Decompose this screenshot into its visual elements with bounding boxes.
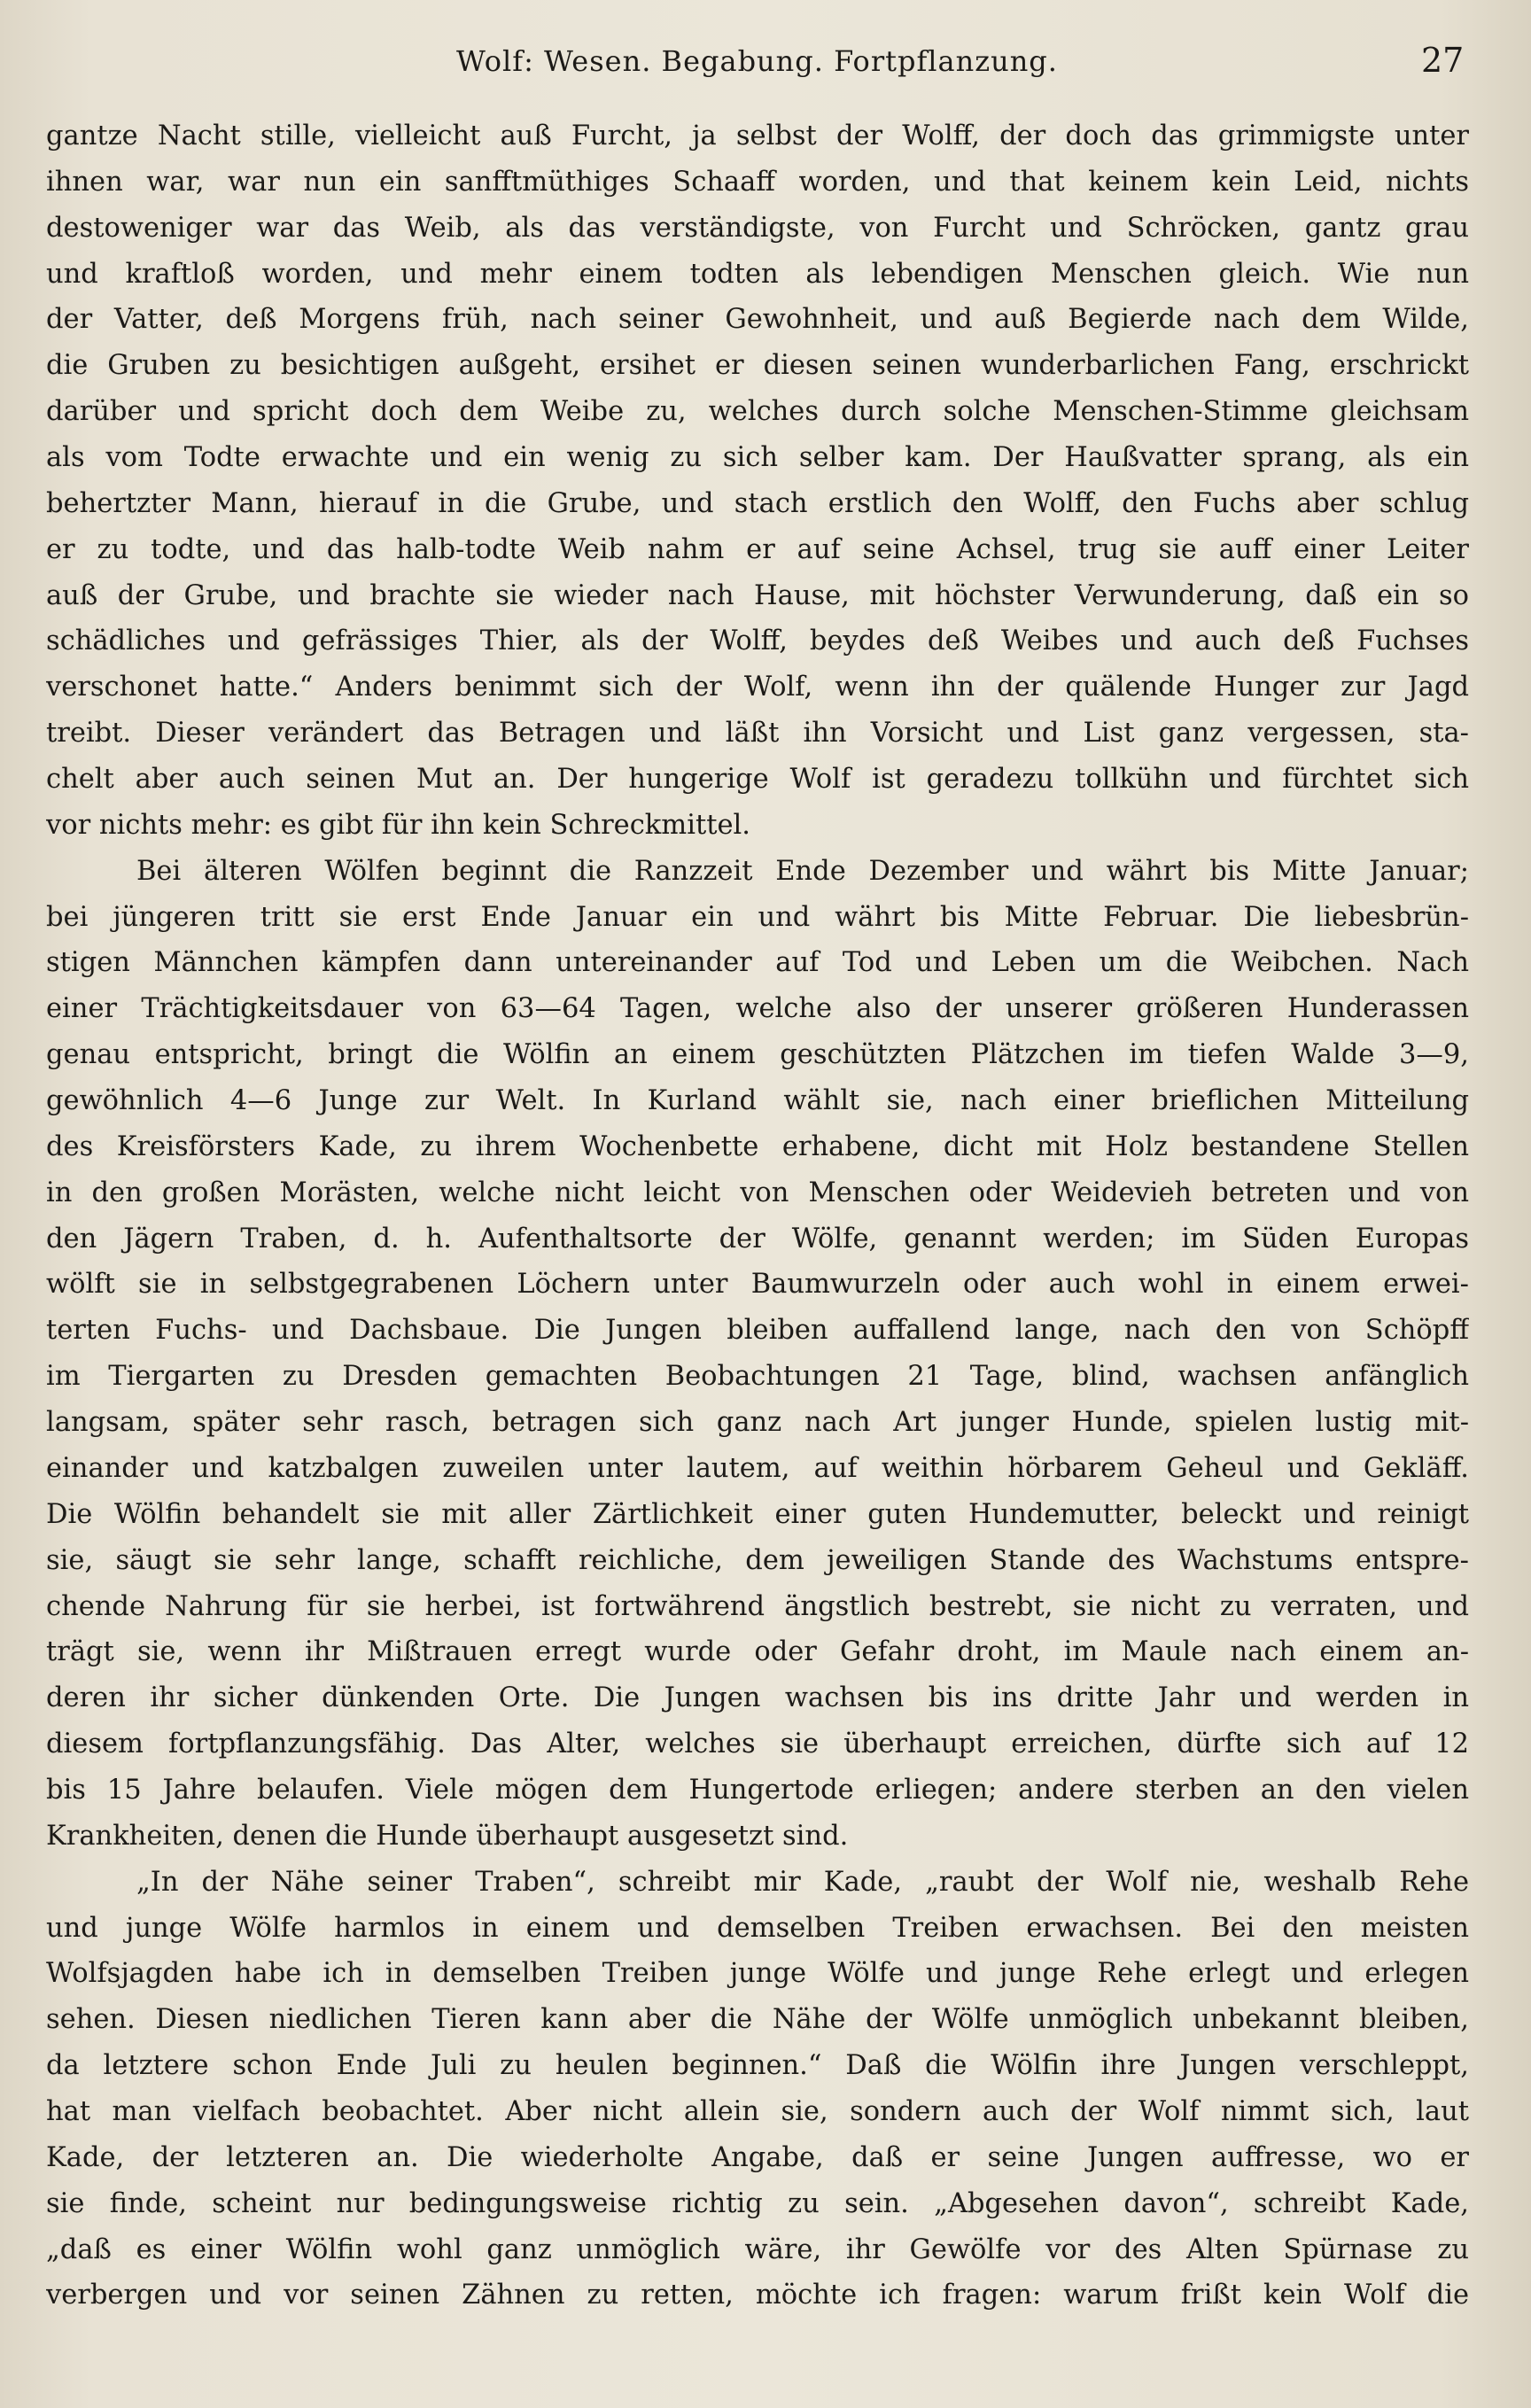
text-line: er zu todte, und das halb-todte Weib nahm er auf seine Achsel, trug sie auff einer Leiter — [46, 533, 1469, 565]
text-line: und kraftloß worden, und mehr einem todten als lebendigen Menschen gleich. Wie nun — [46, 258, 1469, 290]
text-line: behertzter Mann, hierauf in die Grube, und stach erstlich den Wolff, den Fuchs aber schlug — [46, 487, 1469, 519]
text-line: die Gruben zu besichtigen außgeht, ersihet er diesen seinen wunderbarlichen Fang, erschrickt — [46, 350, 1469, 382]
text-line: wölft sie in selbstgegrabenen Löchern unter Baumwurzeln oder auch wohl in einem erwei- — [46, 1269, 1469, 1301]
text-line: gewöhnlich 4—6 Junge zur Welt. In Kurland wählt sie, nach einer brieflichen Mitteilung — [46, 1085, 1469, 1117]
text-line: vor nichts mehr: es gibt für ihn kein Schreckmittel. — [46, 809, 750, 841]
text-line: und junge Wölfe harmlos in einem und demselben Treiben erwachsen. Bei den meisten — [46, 1912, 1469, 1944]
text-line: auß der Grube, und brachte sie wieder nach Hause, mit höchster Verwunderung, daß ein so — [46, 579, 1469, 611]
text-line: stigen Männchen kämpfen dann untereinander auf Tod und Leben um die Weibchen. Nach — [46, 947, 1469, 979]
text-line: chende Nahrung für sie herbei, ist fortwährend ängstlich bestrebt, sie nicht zu verraten, und — [46, 1590, 1469, 1622]
text-line: in den großen Morästen, welche nicht leicht von Menschen oder Weidevieh betreten und von — [46, 1177, 1469, 1208]
text-line: chelt aber auch seinen Mut an. Der hungerige Wolf ist geradezu tollkühn und fürchtet sich — [46, 764, 1469, 796]
text-line: destoweniger war das Weib, als das verständigste, von Furcht und Schröcken, gantz grau — [46, 212, 1469, 244]
text-line: sie, säugt sie sehr lange, schafft reichliche, dem jeweiligen Stande des Wachstums entspre- — [46, 1544, 1469, 1576]
text-line: einander und katzbalgen zuweilen unter lautem, auf weithin hörbarem Geheul und Gekläff. — [46, 1452, 1469, 1484]
text-line: genau entspricht, bringt die Wölfin an einem geschützten Plätzchen im tiefen Walde 3—9, — [46, 1039, 1469, 1071]
text-line: im Tiergarten zu Dresden gemachten Beobachtungen 21 Tage, blind, wachsen anfänglich — [46, 1361, 1469, 1393]
text-line: verschonet hatte.“ Anders benimmt sich der Wolf, wenn ihn der quälende Hunger zur Jagd — [46, 672, 1469, 703]
text-line: schädliches und gefrässiges Thier, als der Wolff, beydes deß Weibes und auch deß Fuchses — [46, 625, 1469, 657]
text-line: langsam, später sehr rasch, betragen sich ganz nach Art junger Hunde, spielen lustig mit- — [46, 1407, 1469, 1439]
text-line: als vom Todte erwachte und ein wenig zu sich selber kam. Der Haußvatter sprang, als ein — [46, 442, 1469, 474]
text-line: Kade, der letzteren an. Die wiederholte Angabe, daß er seine Jungen auffresse, wo er — [46, 2141, 1469, 2173]
paragraph-start-line: Bei älteren Wölfen beginnt die Ranzzeit Ende Dezember und währt bis Mitte Januar; — [136, 855, 1469, 887]
text-line: bis 15 Jahre belaufen. Viele mögen dem Hungertode erliegen; andere sterben an den vielen — [46, 1774, 1469, 1806]
text-line: terten Fuchs- und Dachsbaue. Die Jungen bleiben auffallend lange, nach den von Schöpff — [46, 1315, 1469, 1347]
text-line: trägt sie, wenn ihr Mißtrauen erregt wurde oder Gefahr droht, im Maule nach einem an- — [46, 1636, 1469, 1668]
text-line: verbergen und vor seinen Zähnen zu retten, möchte ich fragen: warum frißt kein Wolf die — [46, 2280, 1469, 2311]
text-line: da letztere schon Ende Juli zu heulen beginnen.“ Daß die Wölfin ihre Jungen verschleppt, — [46, 2050, 1469, 2082]
body-text — [46, 113, 1469, 2319]
text-line: gantze Nacht stille, vielleicht auß Furcht, ja selbst der Wolff, der doch das grimmigste unter — [46, 120, 1469, 151]
running-head-title: Wolf: Wesen. Begabung. Fortpflanzung. — [456, 44, 1058, 78]
text-line: „daß es einer Wölfin wohl ganz unmöglich wäre, ihr Gewölfe vor des Alten Spürnase zu — [46, 2233, 1469, 2265]
text-line: Die Wölfin behandelt sie mit aller Zärtlichkeit einer guten Hundemutter, beleckt und reinigt — [46, 1498, 1469, 1530]
running-head — [0, 41, 1531, 97]
text-line: treibt. Dieser verändert das Betragen und läßt ihn Vorsicht und List ganz vergessen, sta- — [46, 718, 1469, 750]
text-line: darüber und spricht doch dem Weibe zu, welches durch solche Menschen-Stimme gleichsam — [46, 396, 1469, 428]
text-line: der Vatter, deß Morgens früh, nach seiner Gewohnheit, und auß Begierde nach dem Wilde, — [46, 304, 1469, 336]
text-line: sehen. Diesen niedlichen Tieren kann aber die Nähe der Wölfe unmöglich unbekannt bleiben, — [46, 2004, 1469, 2036]
text-line: diesem fortpflanzungsfähig. Das Alter, welches sie überhaupt erreichen, dürfte sich auf 12 — [46, 1728, 1469, 1760]
paragraph-start-line: „In der Nähe seiner Traben“, schreibt mir Kade, „raubt der Wolf nie, weshalb Rehe — [136, 1866, 1469, 1898]
text-line: Wolfsjagden habe ich in demselben Treiben junge Wölfe und junge Rehe erlegt und erlegen — [46, 1958, 1469, 1990]
text-line: ihnen war, war nun ein sanfftmüthiges Schaaff worden, und that keinem kein Leid, nichts — [46, 166, 1469, 198]
page-number: 27 — [1421, 41, 1465, 80]
text-line: den Jägern Traben, d. h. Aufenthaltsorte der Wölfe, genannt werden; im Süden Europas — [46, 1223, 1469, 1254]
text-line: einer Trächtigkeitsdauer von 63—64 Tagen, welche also der unserer größeren Hunderassen — [46, 993, 1469, 1025]
text-line: bei jüngeren tritt sie erst Ende Januar ein und währt bis Mitte Februar. Die liebesbrün- — [46, 901, 1469, 933]
text-line: deren ihr sicher dünkenden Orte. Die Jungen wachsen bis ins dritte Jahr und werden in — [46, 1682, 1469, 1714]
text-line: hat man vielfach beobachtet. Aber nicht allein sie, sondern auch der Wolf nimmt sich, laut — [46, 2095, 1469, 2127]
text-line: des Kreisförsters Kade, zu ihrem Wochenbette erhabene, dicht mit Holz bestandene Stellen — [46, 1130, 1469, 1162]
text-line: sie finde, scheint nur bedingungsweise richtig zu sein. „Abgesehen davon“, schreibt Kade, — [46, 2187, 1469, 2219]
text-line: Krankheiten, denen die Hunde überhaupt ausgesetzt sind. — [46, 1820, 849, 1852]
